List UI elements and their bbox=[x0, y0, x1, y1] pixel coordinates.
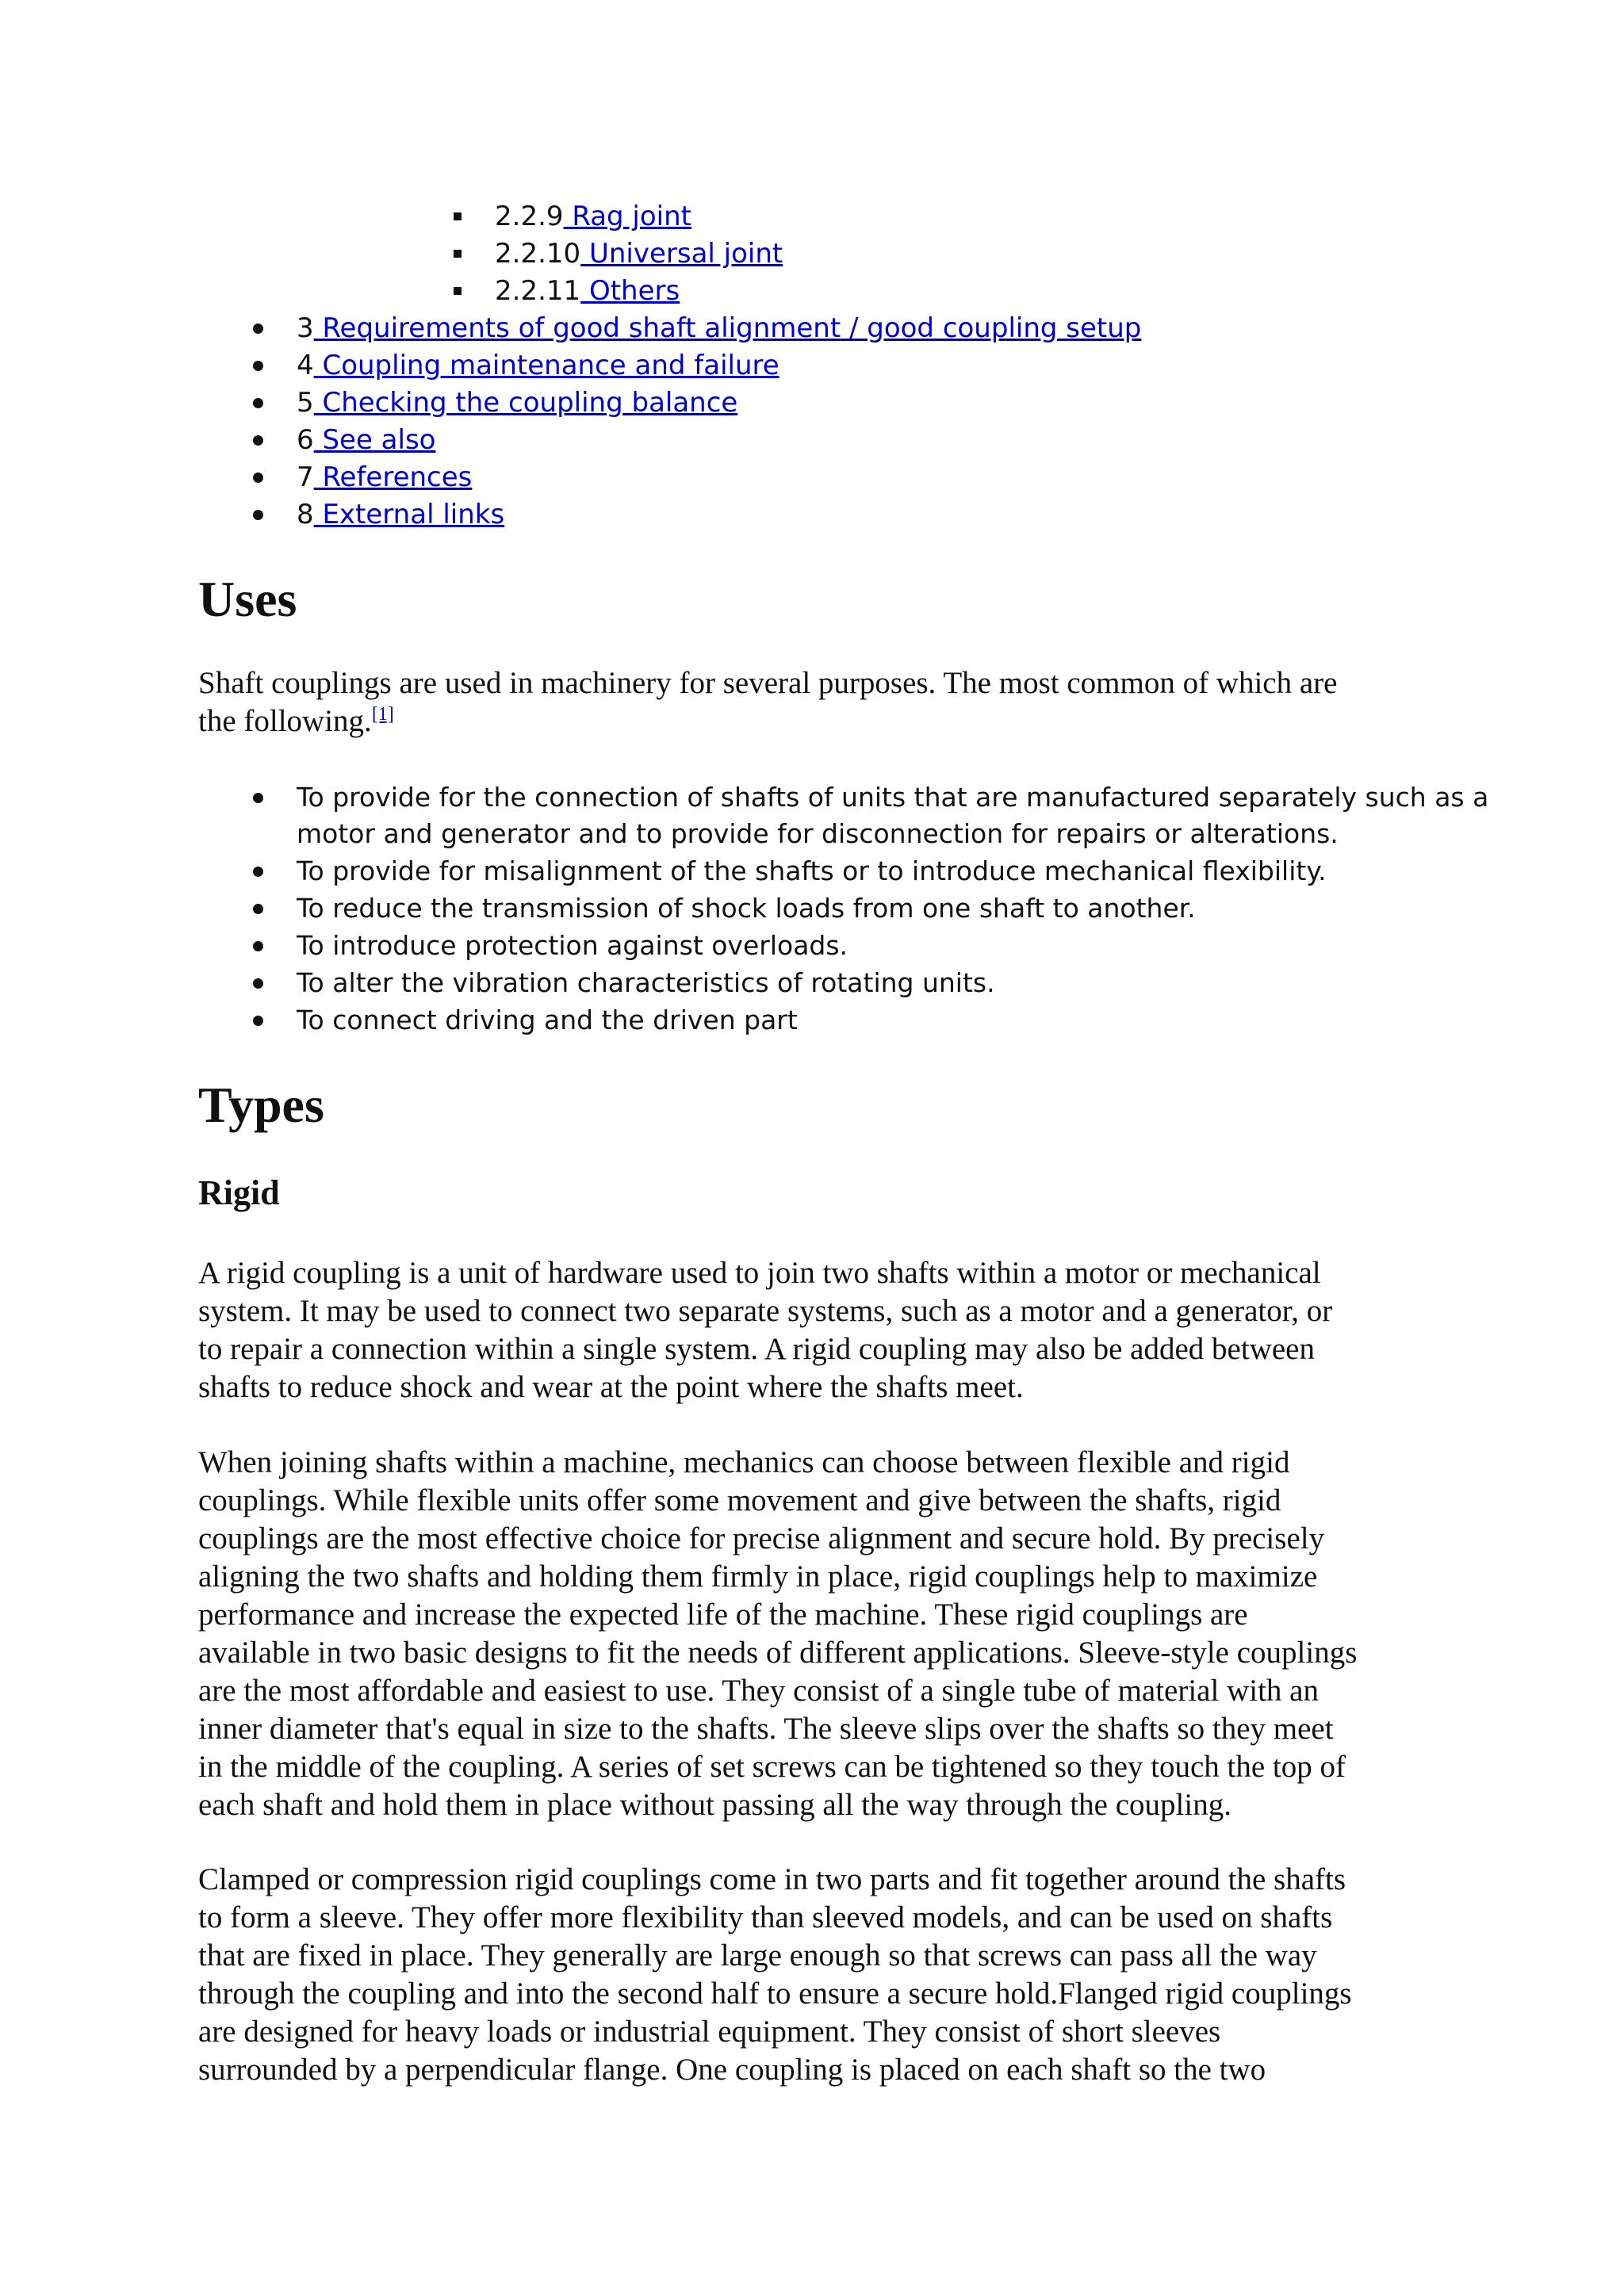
paragraph-line: couplings are the most effective choice for precise alignment and secure hold. By precisely bbox=[198, 1521, 1325, 1556]
toc-link-external-links[interactable]: External links bbox=[313, 499, 505, 530]
list-item-line: To provide for the connection of shafts of units that are manufactured separately such as a bbox=[297, 782, 1489, 813]
paragraph-line: to repair a connection within a single system. A rigid coupling may also be added between bbox=[198, 1332, 1315, 1366]
paragraph-line: couplings. While flexible units offer some movement and give between the shafts, rigid bbox=[198, 1483, 1281, 1517]
list-item bbox=[297, 965, 995, 1001]
list-item-line: To introduce protection against overloads. bbox=[297, 930, 848, 961]
paragraph-line: that are fixed in place. They generally are large enough so that screws can pass all the way bbox=[198, 1938, 1317, 1973]
square-bullet-icon bbox=[454, 250, 462, 258]
toc-item-4 bbox=[297, 347, 779, 384]
round-bullet-icon bbox=[253, 978, 263, 989]
round-bullet-icon bbox=[253, 510, 263, 520]
toc-number: 7 bbox=[297, 461, 314, 493]
uses-intro-text: the following. bbox=[198, 704, 372, 738]
uses-intro-line bbox=[198, 702, 1459, 740]
list-item bbox=[297, 1002, 798, 1039]
heading-types: Types bbox=[198, 1077, 324, 1133]
toc-item-3 bbox=[297, 310, 1141, 346]
paragraph-line: system. It may be used to connect two separate systems, such as a motor and a generator, or bbox=[198, 1294, 1333, 1328]
round-bullet-icon bbox=[253, 867, 263, 877]
toc-item-5 bbox=[297, 385, 737, 421]
list-item bbox=[297, 928, 848, 964]
paragraph-line: through the coupling and into the second half to ensure a secure hold.Flanged rigid couplings bbox=[198, 1976, 1352, 2011]
toc-item-8 bbox=[297, 496, 504, 533]
toc-number: 4 bbox=[297, 350, 314, 381]
toc-number: 6 bbox=[297, 424, 314, 456]
toc-link-maintenance[interactable]: Coupling maintenance and failure bbox=[313, 350, 779, 381]
toc-link-others[interactable]: Others bbox=[580, 275, 680, 307]
paragraph-line: to form a sleeve. They offer more flexibility than sleeved models, and can be used on shafts bbox=[198, 1900, 1333, 1934]
paragraph-line: When joining shafts within a machine, mechanics can choose between flexible and rigid bbox=[198, 1445, 1290, 1479]
paragraph-line: in the middle of the coupling. A series of set screws can be tightened so they touch the top of bbox=[198, 1750, 1346, 1784]
paragraph-line: shafts to reduce shock and wear at the point where the shafts meet. bbox=[198, 1370, 1024, 1404]
paragraph-line: are the most affordable and easiest to use. They consist of a single tube of material with an bbox=[198, 1674, 1319, 1708]
paragraph-rigid-1 bbox=[198, 1254, 1459, 1406]
round-bullet-icon bbox=[253, 361, 263, 371]
list-item bbox=[297, 890, 1196, 927]
paragraph-line: available in two basic designs to fit the needs of different applications. Sleeve-style couplings bbox=[198, 1636, 1358, 1670]
round-bullet-icon bbox=[253, 793, 263, 803]
toc-number: 8 bbox=[297, 499, 314, 530]
round-bullet-icon bbox=[253, 323, 263, 334]
toc-link-balance[interactable]: Checking the coupling balance bbox=[313, 387, 738, 419]
paragraph-line: each shaft and hold them in place without passing all the way through the coupling. bbox=[198, 1788, 1231, 1822]
toc-number: 2.2.9 bbox=[495, 201, 564, 232]
uses-intro-line: Shaft couplings are used in machinery for several purposes. The most common of which are bbox=[198, 666, 1338, 700]
heading-rigid: Rigid bbox=[198, 1173, 280, 1212]
list-item-line: To provide for misalignment of the shafts or to introduce mechanical flexibility. bbox=[297, 855, 1327, 886]
toc-link-rag-joint[interactable]: Rag joint bbox=[563, 201, 691, 232]
paragraph-line: inner diameter that's equal in size to the shafts. The sleeve slips over the shafts so they meet bbox=[198, 1712, 1334, 1746]
paragraph-line: Clamped or compression rigid couplings come in two parts and fit together around the shafts bbox=[198, 1862, 1346, 1896]
paragraph-rigid-3 bbox=[198, 1861, 1459, 2089]
square-bullet-icon bbox=[454, 212, 462, 220]
toc-number: 2.2.11 bbox=[495, 275, 581, 307]
list-item bbox=[297, 779, 1488, 852]
paragraph-rigid-2 bbox=[198, 1444, 1459, 1824]
toc-link-see-also[interactable]: See also bbox=[313, 424, 436, 456]
list-item-line: To alter the vibration characteristics of rotating units. bbox=[297, 967, 995, 998]
paragraph-line: A rigid coupling is a unit of hardware used to join two shafts within a motor or mechanical bbox=[198, 1256, 1321, 1290]
toc-link-requirements[interactable]: Requirements of good shaft alignment / good coupling setup bbox=[313, 312, 1142, 344]
paragraph-line: are designed for heavy loads or industrial equipment. They consist of short sleeves bbox=[198, 2015, 1221, 2049]
round-bullet-icon bbox=[253, 904, 263, 914]
toc-item-2-2-10 bbox=[495, 235, 783, 272]
toc-item-6 bbox=[297, 422, 435, 458]
toc-number: 5 bbox=[297, 387, 314, 419]
list-item-line: To connect driving and the driven part bbox=[297, 1004, 798, 1035]
toc-link-universal-joint[interactable]: Universal joint bbox=[580, 238, 783, 270]
round-bullet-icon bbox=[253, 473, 263, 483]
toc-link-references[interactable]: References bbox=[313, 461, 473, 493]
toc-item-2-2-9 bbox=[495, 198, 691, 235]
round-bullet-icon bbox=[253, 1016, 263, 1026]
reference-link-1[interactable]: [1] bbox=[371, 704, 394, 725]
list-item-line: motor and generator and to provide for disconnection for repairs or alterations. bbox=[297, 818, 1339, 849]
paragraph-line: aligning the two shafts and holding them firmly in place, rigid couplings help to maximize bbox=[198, 1559, 1318, 1594]
toc-item-2-2-11 bbox=[495, 273, 680, 309]
toc-item-7 bbox=[297, 459, 472, 496]
round-bullet-icon bbox=[253, 941, 263, 951]
toc-number: 2.2.10 bbox=[495, 238, 581, 270]
paragraph-line: surrounded by a perpendicular flange. One coupling is placed on each shaft so the two bbox=[198, 2053, 1266, 2087]
uses-intro bbox=[198, 664, 1459, 740]
toc-number: 3 bbox=[297, 312, 314, 344]
round-bullet-icon bbox=[253, 398, 263, 408]
round-bullet-icon bbox=[253, 435, 263, 446]
list-item bbox=[297, 853, 1327, 890]
paragraph-line: performance and increase the expected life of the machine. These rigid couplings are bbox=[198, 1598, 1248, 1632]
square-bullet-icon bbox=[454, 287, 462, 295]
heading-uses: Uses bbox=[198, 571, 297, 627]
list-item-line: To reduce the transmission of shock loads from one shaft to another. bbox=[297, 893, 1196, 924]
